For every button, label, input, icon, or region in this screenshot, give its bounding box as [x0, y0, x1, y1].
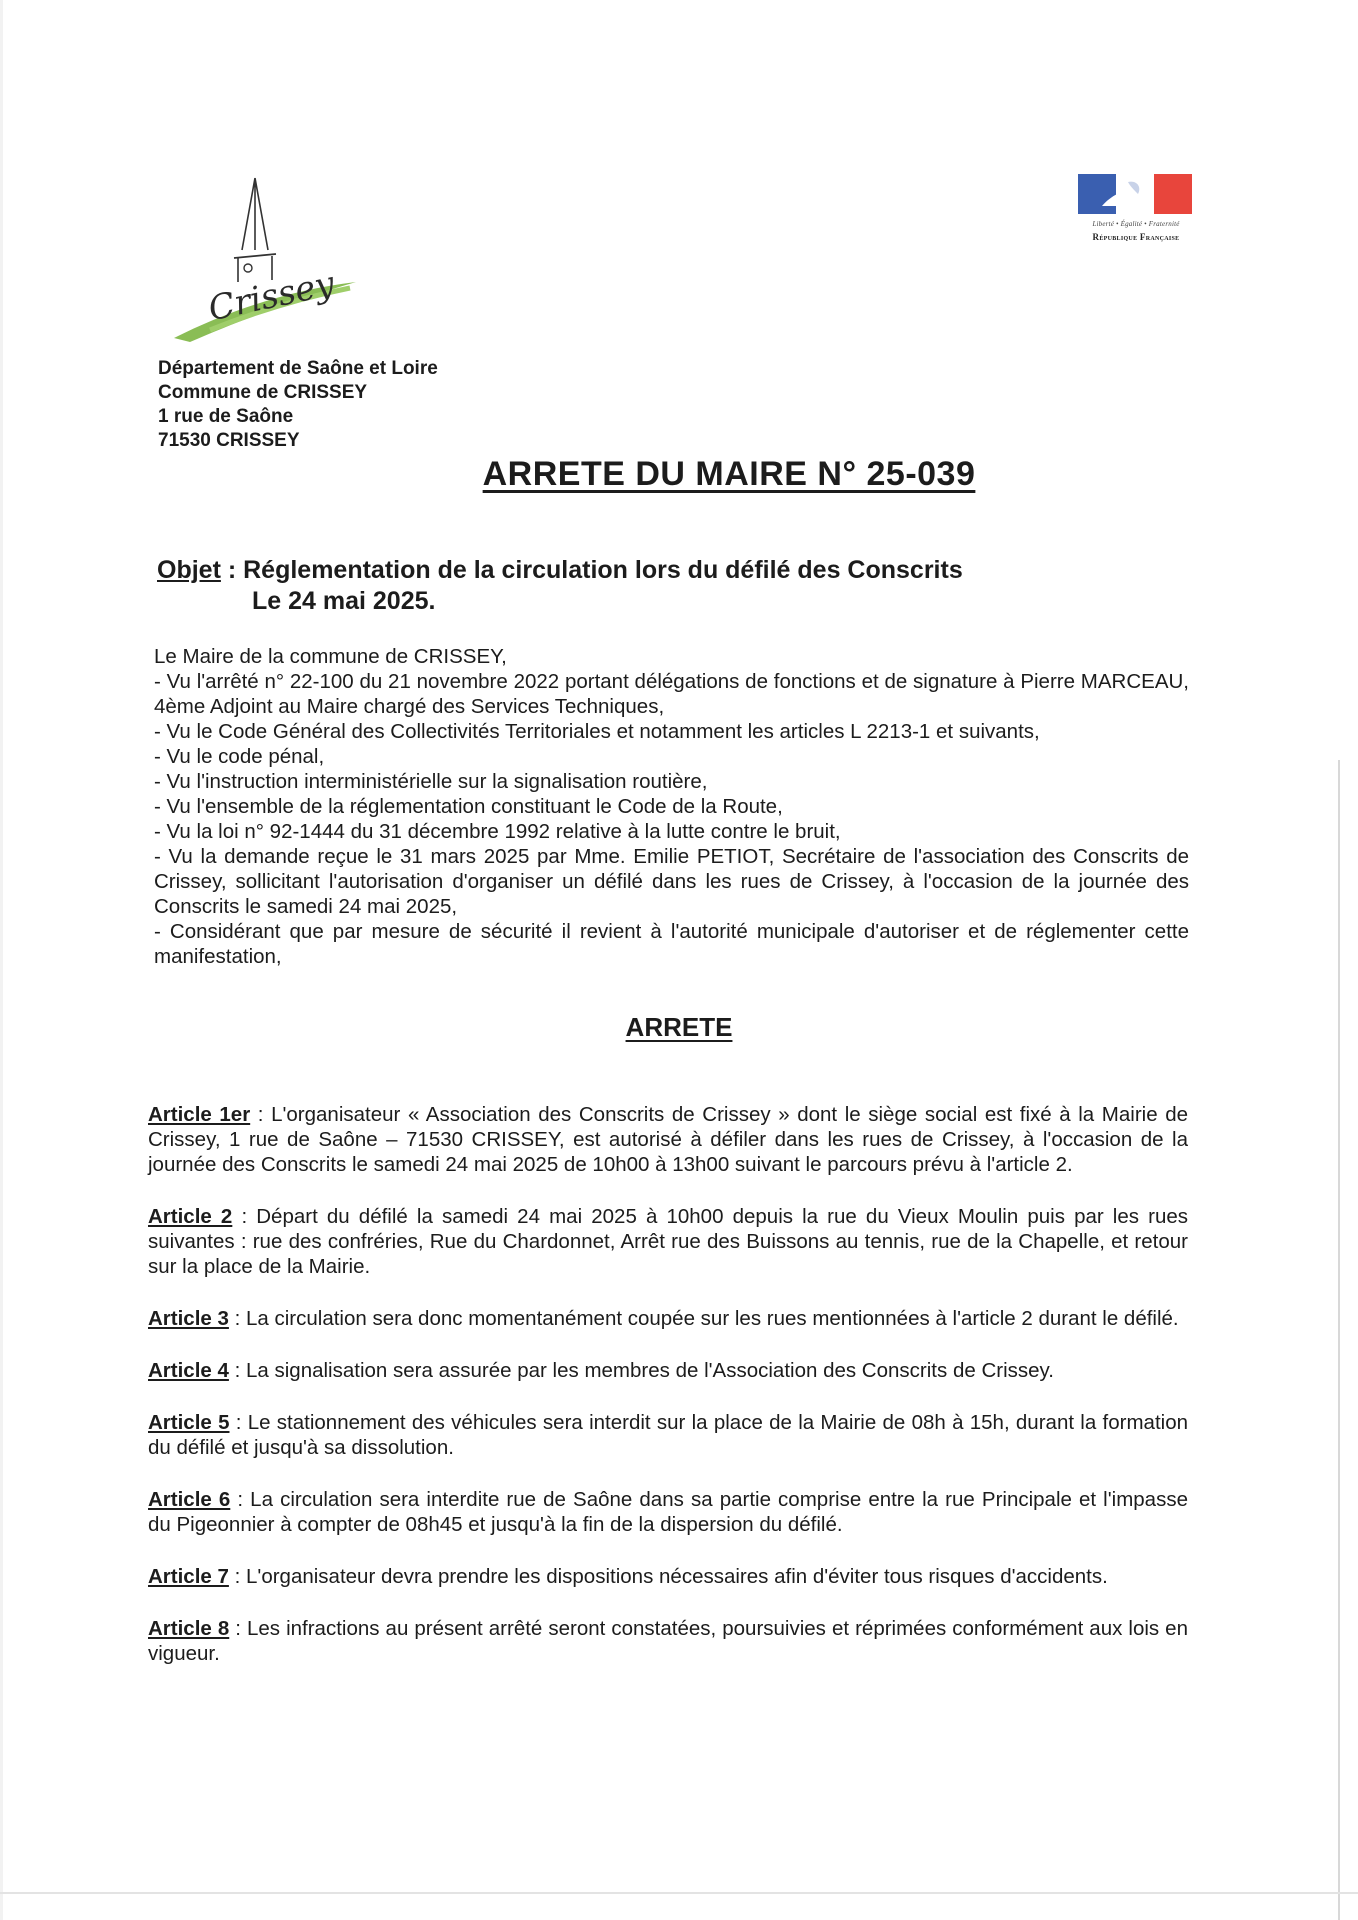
- article-label: Article 2: [148, 1205, 233, 1228]
- svg-text:Crissey: Crissey: [204, 263, 338, 330]
- article-label: Article 6: [148, 1488, 231, 1511]
- republic-motto: Liberté • Égalité • Fraternité: [1092, 220, 1180, 228]
- object-block: [157, 555, 963, 617]
- object-date: Le 24 mai 2025.: [252, 587, 436, 615]
- article-text: Le stationnement des véhicules sera interdit sur la place de la Mairie de 08h à 15h, durant la formation du défilé et jusqu'à sa dissolution.: [148, 1411, 1188, 1459]
- preamble-item: - Considérant que par mesure de sécurité il revient à l'autorité municipale d'autoriser et de réglementer cette manifestation,: [154, 920, 1189, 968]
- preamble-intro: Le Maire de la commune de CRISSEY,: [154, 645, 507, 668]
- article: [148, 1564, 1188, 1589]
- preamble-item: - Vu l'arrêté n° 22-100 du 21 novembre 2022 portant délégations de fonctions et de signature à Pierre MARCEAU, 4ème Adjoint au Maire chargé des Services Techniques,: [154, 670, 1189, 718]
- object-text: Réglementation de la circulation lors du défilé des Conscrits: [243, 556, 963, 584]
- article-separator: :: [229, 1411, 248, 1434]
- article-label: Article 5: [148, 1411, 230, 1434]
- article-text: La circulation sera interdite rue de Saône dans sa partie comprise entre la rue Principale et l'impasse du Pigeonnier à compter de 08h45 et jusqu'à la fin de la dispersion du défilé.: [148, 1488, 1188, 1536]
- preamble: [154, 644, 1189, 969]
- article: [148, 1358, 1188, 1383]
- article-label: Article 4: [148, 1359, 229, 1382]
- article-text: L'organisateur devra prendre les dispositions nécessaires afin d'éviter tous risques d'accidents.: [246, 1565, 1108, 1588]
- article: [148, 1204, 1188, 1279]
- article-label: Article 8: [148, 1617, 230, 1640]
- article-text: L'organisateur « Association des Conscrits de Crissey » dont le siège social est fixé à la Mairie de Crissey, 1 rue de Saône – 71530 CRISSEY, est autorisé à défiler dans les rues de Crissey, à l'occasion de la journée des Conscrits le samedi 24 mai 2025 de 10h00 à 13h00 suivant le parcours prévu à l'article 2.: [148, 1103, 1189, 1176]
- object-label: Objet: [157, 556, 221, 584]
- article-text: Les infractions au présent arrêté seront constatées, poursuivies et réprimées conformément aux lois en vigueur.: [148, 1617, 1188, 1665]
- article-label: Article 1er: [148, 1103, 251, 1126]
- article: [148, 1616, 1188, 1666]
- article-text: La circulation sera donc momentanément coupée sur les rues mentionnées à l'article 2 durant le défilé.: [246, 1307, 1179, 1330]
- article-separator: :: [232, 1205, 257, 1228]
- address-line-city: 71530 CRISSEY: [158, 430, 300, 451]
- republique-francaise-logo: [1072, 172, 1202, 252]
- article-separator: :: [228, 1565, 246, 1588]
- address-line-department: Département de Saône et Loire: [158, 358, 438, 379]
- article-separator: :: [228, 1307, 246, 1330]
- arrete-heading-text: ARRETE: [625, 1012, 733, 1042]
- preamble-item: - Vu le Code Général des Collectivités Territoriales et notamment les articles L 2213-1 et suivants,: [154, 720, 1040, 743]
- preamble-item: - Vu la loi n° 92-1444 du 31 décembre 1992 relative à la lutte contre le bruit,: [154, 820, 841, 843]
- article: [148, 1487, 1188, 1537]
- article-separator: :: [229, 1617, 247, 1640]
- crissey-logo: [170, 170, 360, 350]
- preamble-item: - Vu l'ensemble de la réglementation constituant le Code de la Route,: [154, 795, 783, 818]
- church-tower-icon: [170, 170, 360, 350]
- republic-name: République Française: [1092, 232, 1180, 242]
- article-label: Article 3: [148, 1307, 229, 1330]
- document-title-text: ARRETE DU MAIRE N° 25-039: [482, 455, 976, 493]
- article: [148, 1306, 1188, 1331]
- articles-list: [148, 1102, 1188, 1693]
- preamble-item: - Vu la demande reçue le 31 mars 2025 par Mme. Emilie PETIOT, Secrétaire de l'association des Conscrits de Crissey, sollicitant l'autorisation d'organiser un défilé dans les rues de Crissey, à l'occasion de la journée des Conscrits le samedi 24 mai 2025,: [154, 845, 1189, 918]
- arrete-heading: [0, 1012, 1358, 1043]
- article-text: Départ du défilé la samedi 24 mai 2025 à 10h00 depuis la rue du Vieux Moulin puis par les rues suivantes : rue des confréries, Rue du Chardonnet, Arrêt rue des Buissons au tennis, rue de la Chapelle, et retour sur la place de la Mairie.: [148, 1205, 1188, 1278]
- marianne-flag-icon: [1072, 172, 1200, 216]
- scan-edge-right: [1338, 760, 1340, 1920]
- article: [148, 1410, 1188, 1460]
- article-text: La signalisation sera assurée par les membres de l'Association des Conscrits de Crissey.: [246, 1359, 1054, 1382]
- address-line-commune: Commune de CRISSEY: [158, 382, 368, 403]
- preamble-item: - Vu l'instruction interministérielle sur la signalisation routière,: [154, 770, 708, 793]
- scan-edge-bottom: [0, 1892, 1358, 1894]
- preamble-item: - Vu le code pénal,: [154, 745, 325, 768]
- article-separator: :: [250, 1103, 272, 1126]
- article: [148, 1102, 1188, 1177]
- scan-edge-left: [0, 0, 3, 1920]
- document-title: [0, 455, 1358, 494]
- address-block: [158, 357, 438, 453]
- article-separator: :: [230, 1488, 251, 1511]
- address-line-street: 1 rue de Saône: [158, 406, 294, 427]
- article-label: Article 7: [148, 1565, 229, 1588]
- article-separator: :: [228, 1359, 246, 1382]
- object-separator: :: [220, 556, 244, 584]
